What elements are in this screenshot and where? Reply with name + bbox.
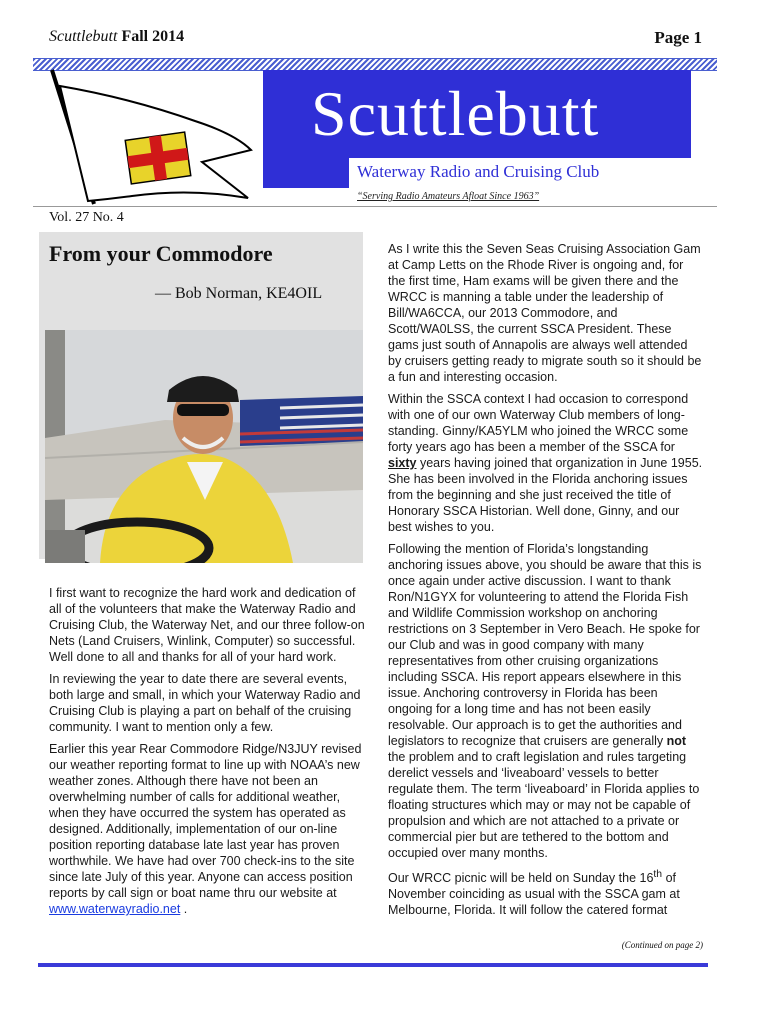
website-link[interactable]: www.waterwayradio.net [49,902,181,916]
paragraph-text: Following the mention of Florida’s longstanding anchoring issues above, you should be aware that this is once again under active discussion. I want to thank Ron/N1GYX for volunteering to attend the Florida Fish and Wildlife Commission workshop on anchoring restrictions on 3 September in Vero Beach. He spoke for our Club and was in good company with many representatives from other cruising organizations including SSCA. His report appears elsewhere in this issue. Anchoring controversy in Florida has been ongoing for a long time and has not been easily resolvable. Our approach is to get the authorities and legislators to recognize that cruisers are generally [388,542,702,748]
paragraph-text: Earlier this year Rear Commodore Ridge/N3JUY revised our weather reporting format to line up with NOAA’s new weather zones. Although there have not been an overwhelming number of calls for additional weather, when they have occurred the system has operated as designed. Additionally, implementation of our on-line position reporting database late last year has proven worthwhile. We have had over 700 check-ins to the site since late July of this year. Anyone can access position reports by call sign or boat name thru our website at [49,742,362,900]
divider-rule [33,206,717,207]
article-column-left [49,585,365,923]
paragraph [49,741,365,917]
paragraph-text: the problem and to craft legislation and rules targeting derelict vessels and ‘liveaboard’ vessels to better regulate them. The term ‘liveaboard’ in Florida applies to floating structures which may or may not be capable of propulsion and which are not attached to a private or commercial pier but are tethered to the bottom and occupied over many months. [388,750,700,860]
running-header [49,28,184,46]
ordinal-suffix: th [653,869,663,880]
paragraph-text: of November coinciding as usual with the SSCA gam at Melbourne, Florida. It will follow the catered format [388,871,680,918]
paragraph: In reviewing the year to date there are several events, both large and small, in which your Waterway Radio and Cruising Club is playing a part on behalf of the cruising community. I want to mention only a few. [49,672,361,734]
article-byline: — Bob Norman, KE4OIL [155,285,323,302]
signal-flag-icon [40,66,255,206]
header-issue: Fall 2014 [121,28,185,45]
paragraph-text: Our WRCC picnic will be held on Sunday the 16 [388,871,654,886]
header-publication: Scuttlebutt [49,28,118,45]
paragraph-text: years having joined that organization in June 1955. She has been involved in the Florida anchoring issues from the beginning and she just received the title of Honorary SSCA Historian. Well done, Ginny, and our best wishes to you. [388,456,703,534]
article-column-right [388,241,704,924]
paragraph-text: Within the SSCA context I had occasion to correspond with one of our own Waterway Club members of long-standing. Ginny/KA5YLM who joined the WRCC some forty years ago has been a member of the SSCA for [388,392,689,454]
article-headline: From your Commodore [49,241,273,266]
link-suffix: . [180,902,188,916]
paragraph: As I write this the Seven Seas Cruising Association Gam at Camp Letts on the Rhode River is ongoing and, for the first time, Ham exams will be given there and the WRCC is manning a table under the leadership of Bill/WA6CCA, our 2013 Commodore, and Scott/WA0LSS, the current SSCA President. These gams just south of Annapolis are always well attended by cruisers getting ready to migrate south so it should be a fun and interesting occasion. [388,242,702,384]
volume-number: Vol. 27 No. 4 [49,210,124,225]
commodore-photo [45,330,363,563]
page-number: Page 1 [654,28,702,47]
paragraph [388,867,704,918]
paragraph [388,541,704,861]
masthead-subtitle: Waterway Radio and Cruising Club [357,162,600,181]
masthead-title: Scuttlebutt [311,78,600,149]
footer-rule [38,963,708,967]
emphasis-text: not [666,734,687,748]
masthead-tagline: “Serving Radio Amateurs Afloat Since 1963” [357,191,540,202]
paragraph: I first want to recognize the hard work and dedication of all of the volunteers that make the Waterway Radio and Cruising Club, the Waterway Net, and our three follow-on Nets (Land Cruisers, Winlink, Computer) so successful. Well done to all and thanks for all of your hard work. [49,586,365,664]
paragraph [388,391,704,535]
continued-note: (Continued on page 2) [621,940,703,950]
emphasis-text: sixty [388,456,417,470]
